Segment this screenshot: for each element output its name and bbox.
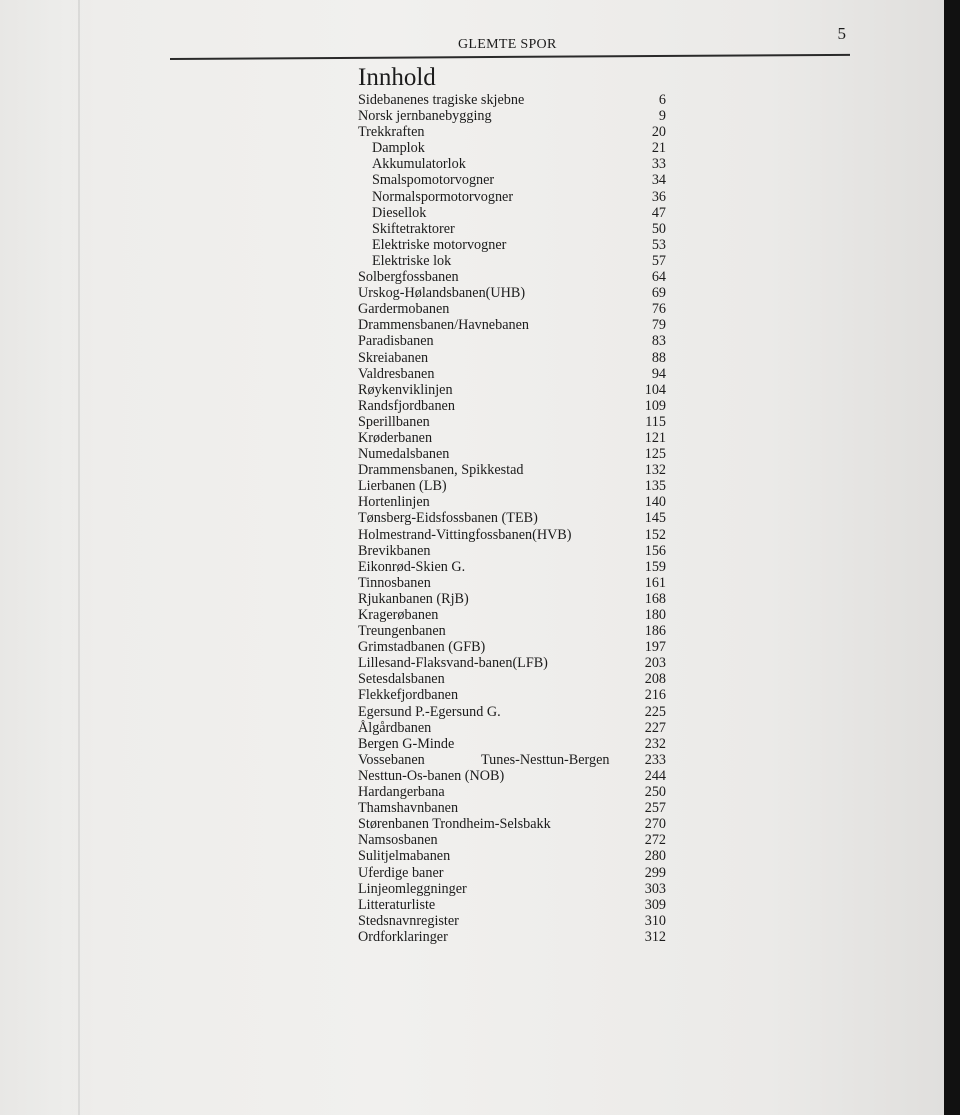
toc-entry-page-number: 227 [644,719,666,736]
toc-entry-title: Nesttun-Os-banen (NOB) [358,767,505,784]
toc-entry-page-number: 9 [658,108,666,125]
toc-entry [358,575,678,591]
toc-entry-page-number: 33 [651,156,666,173]
toc-entry-page-number: 145 [644,510,666,527]
toc-entry-page-number: 272 [644,832,666,849]
toc-entry [358,881,678,897]
toc-entry-title: Drammensbanen, Spikkestad [358,462,524,479]
toc-entry [358,784,678,800]
toc-entry-title: Randsfjordbanen [358,397,455,414]
toc-entry-title: Diesellok [372,204,427,221]
toc-entry-page-number: 109 [644,397,666,414]
toc-entry [358,510,678,526]
toc-entry-title: Thamshavnbanen [358,800,459,817]
toc-entry-page-number: 76 [651,301,666,318]
toc-entry-title: Trekkraften [358,124,425,141]
toc-entry-title: Sidebanenes tragiske skjebne [358,92,525,108]
toc-entry [358,607,678,623]
toc-entry-page-number: 47 [651,204,666,221]
toc-entry-title: Numedalsbanen [358,446,450,463]
toc-entry [358,398,678,414]
toc-entry-page-number: 104 [644,381,666,398]
toc-entry [358,333,678,349]
toc-entry-page-number: 125 [644,446,666,463]
toc-entry-title: Eikonrød-Skien G. [358,558,466,575]
toc-entry-title: Smalspomotorvogner [372,172,495,189]
toc-entry [358,350,678,366]
toc-entry [358,205,678,221]
toc-entry-page-number: 88 [651,349,666,366]
toc-entry [358,897,678,913]
toc-entry [358,913,678,929]
toc-entry-title: Valdresbanen [358,365,435,382]
toc-entry [358,816,678,832]
toc-entry [358,752,678,768]
toc-entry-page-number: 197 [644,639,666,656]
toc-entry-title: Holmestrand-Vittingfossbanen(HVB) [358,526,572,543]
toc-entry [358,317,678,333]
toc-entry [358,768,678,784]
toc-entry-title: Kragerøbanen [358,607,439,623]
toc-entry [358,221,678,237]
toc-entry-title: Hardangerbana [358,784,445,801]
page-edge-background [944,0,960,1115]
toc-entry-page-number: 250 [644,784,666,801]
toc-entry [358,848,678,864]
toc-entry-page-number: 140 [644,494,666,511]
toc-entry-page-number: 69 [651,285,666,302]
toc-entry-title: Sulitjelmabanen [358,848,451,865]
toc-entry-title: Damplok [372,140,425,157]
toc-entry-title: Lierbanen (LB) [358,478,447,495]
toc-entry-title: Lillesand-Flaksvand-banen(LFB) [358,655,548,672]
toc-entry [358,639,678,655]
toc-entry-title: Elektriske motorvogner [372,236,507,253]
table-of-contents [358,64,678,945]
toc-entry [358,285,678,301]
toc-entry-page-number: 270 [644,816,666,833]
toc-entry-title: Normalspormotorvogner [372,188,514,205]
toc-entry-title: Treungenbanen [358,623,446,640]
toc-entry [358,108,678,124]
toc-entry-title: Elektriske lok [372,252,452,269]
toc-entry-title: Litteraturliste [358,896,436,913]
toc-entry-title: Solbergfossbanen [358,269,459,286]
toc-entry [358,253,678,269]
toc-entry-title: Egersund P.-Egersund G. [358,703,501,720]
toc-entry-page-number: 233 [644,751,666,768]
toc-entry-page-number: 232 [644,735,666,752]
toc-entry [358,527,678,543]
toc-entry [358,671,678,687]
running-title: GLEMTE SPOR [458,37,557,52]
toc-entry [358,591,678,607]
header-rule [170,54,850,60]
toc-entry-page-number: 135 [644,478,666,495]
toc-entry [358,156,678,172]
toc-entry [358,430,678,446]
toc-entry-title: Stedsnavnregister [358,912,459,929]
toc-entry-page-number: 79 [651,317,666,334]
toc-entry-page-number: 121 [644,429,666,446]
toc-entry [358,720,678,736]
toc-entry [358,237,678,253]
toc-entry-page-number: 115 [645,413,666,430]
toc-entry [358,687,678,703]
toc-entry-page-number: 280 [644,848,666,865]
toc-entry-page-number: 156 [644,542,666,559]
toc-entry-title: Tønsberg-Eidsfossbanen (TEB) [358,510,538,527]
toc-entry-title: Flekkefjordbanen [358,687,459,704]
toc-entry [358,140,678,156]
toc-entry-title: Gardermobanen [358,301,450,318]
toc-entry-title: Paradisbanen [358,333,434,350]
toc-entry-page-number: 159 [644,558,666,575]
toc-entry [358,929,678,945]
toc-entry-title: Størenbanen Trondheim-Selsbakk [358,816,551,833]
toc-entry-page-number: 312 [644,928,666,945]
toc-entry-title: Ordforklaringer [358,928,448,945]
toc-title: Innhold [358,64,436,91]
toc-entry-title: Norsk jernbanebygging [358,108,492,125]
toc-entry [358,189,678,205]
toc-entry-page-number: 303 [644,880,666,897]
toc-entry-page-number: 64 [651,269,666,286]
running-header [170,24,850,64]
toc-entry-title: Vossebanen [358,751,425,768]
toc-entry-page-number: 34 [651,172,666,189]
toc-entry-page-number: 310 [644,912,666,929]
toc-entry-page-number: 299 [644,864,666,881]
page-gutter-shade [0,0,110,1115]
toc-entry [358,172,678,188]
toc-entry-subtitle: Tunes-Nesttun-Bergen [481,751,610,768]
binding-crease [78,0,80,1115]
toc-entry-page-number: 53 [651,236,666,253]
toc-entry-page-number: 309 [644,896,666,913]
toc-entry-page-number: 21 [651,140,666,157]
toc-entry-title: Drammensbanen/Havnebanen [358,317,529,334]
toc-entry [358,800,678,816]
toc-entry-title: Namsosbanen [358,832,438,849]
toc-entry-page-number: 208 [644,671,666,688]
toc-entry-page-number: 216 [644,687,666,704]
toc-entry [358,92,678,108]
toc-entry-page-number: 83 [651,333,666,350]
toc-entry-page-number: 57 [651,252,666,269]
toc-entry-page-number: 168 [644,590,666,607]
page-number: 5 [837,24,846,43]
toc-entry-title: Akkumulatorlok [372,156,466,173]
toc-entry-page-number: 186 [644,623,666,640]
toc-list [358,92,678,945]
toc-entry [358,559,678,575]
toc-entry-page-number: 94 [651,365,666,382]
toc-entry-title: Brevikbanen [358,542,431,559]
toc-entry-title: Skreiabanen [358,349,429,366]
toc-entry-page-number: 50 [651,220,666,237]
toc-entry-page-number: 20 [651,124,666,141]
toc-entry-page-number: 152 [644,526,666,543]
toc-entry-title: Sperillbanen [358,413,430,430]
toc-entry-title: Ålgårdbanen [358,719,432,736]
toc-entry-title: Skiftetraktorer [372,220,455,237]
toc-entry [358,366,678,382]
toc-entry [358,655,678,671]
toc-entry-page-number: 244 [644,767,666,784]
toc-entry-title: Rjukanbanen (RjB) [358,590,469,607]
toc-entry-page-number: 6 [658,92,666,108]
toc-entry-title: Røykenviklinjen [358,381,453,398]
toc-entry [358,494,678,510]
toc-entry-title: Bergen G-Minde [358,735,455,752]
toc-entry [358,543,678,559]
toc-entry-page-number: 132 [644,462,666,479]
toc-entry-page-number: 180 [644,607,666,623]
toc-entry [358,124,678,140]
toc-entry-title: Urskog-Hølandsbanen(UHB) [358,285,526,302]
toc-entry-page-number: 203 [644,655,666,672]
toc-entry-title: Uferdige baner [358,864,444,881]
toc-entry [358,478,678,494]
toc-entry [358,301,678,317]
toc-entry-page-number: 36 [651,188,666,205]
toc-entry-page-number: 225 [644,703,666,720]
toc-entry [358,382,678,398]
toc-entry [358,462,678,478]
toc-entry [358,446,678,462]
toc-entry [358,736,678,752]
toc-entry-page-number: 161 [644,574,666,591]
toc-entry-title: Setesdalsbanen [358,671,445,688]
toc-entry-title: Tinnosbanen [358,574,431,591]
toc-entry-title: Linjeomleggninger [358,880,467,897]
toc-entry [358,269,678,285]
toc-entry [358,704,678,720]
toc-entry-page-number: 257 [644,800,666,817]
toc-entry [358,865,678,881]
toc-entry [358,414,678,430]
toc-entry-title: Hortenlinjen [358,494,430,511]
toc-entry [358,832,678,848]
toc-entry [358,623,678,639]
toc-entry-title: Krøderbanen [358,429,433,446]
toc-entry-title: Grimstadbanen (GFB) [358,639,486,656]
